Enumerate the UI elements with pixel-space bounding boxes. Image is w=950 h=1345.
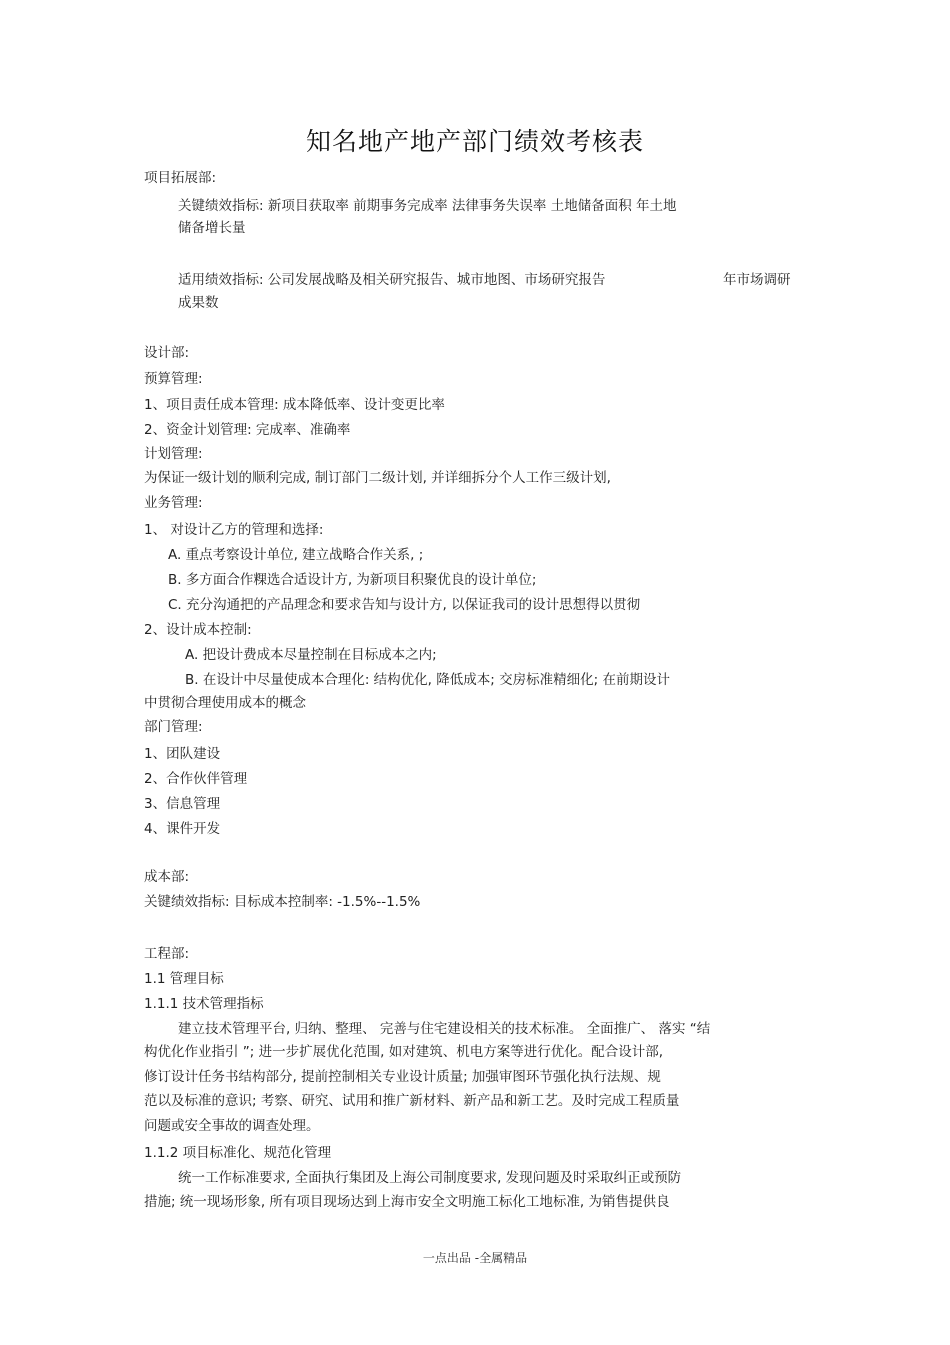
list-item: 2、合作伙伴管理 xyxy=(144,771,248,787)
paragraph: 为保证一级计划的顺利完成, 制订部门二级计划, 并详细拆分个人工作三级计划, xyxy=(144,470,611,486)
page-footer: 一点出品 -全属精品 xyxy=(422,1251,528,1265)
cost-kpi-line: 关键绩效指标: 目标成本控制率: -1.5%--1.5% xyxy=(144,894,421,910)
list-item: A. 重点考察设计单位, 建立战略合作关系, ; xyxy=(168,547,424,563)
list-item: 4、课件开发 xyxy=(144,821,221,837)
paragraph-line: 措施; 统一现场形象, 所有项目现场达到上海市安全文明施工标化工地标准, 为销售提供良 xyxy=(144,1194,670,1210)
subheading-budget: 预算管理: xyxy=(144,371,203,387)
paragraph-line: 统一工作标准要求, 全面执行集团及上海公司制度要求, 发现问题及时采取纠正或预防 xyxy=(178,1170,682,1186)
list-item: B. 在设计中尽量使成本合理化: 结构优化, 降低成本; 交房标准精细化; 在前期设计 xyxy=(185,672,670,688)
list-item: B. 多方面合作粿选合适设计方, 为新项目积聚优良的设计单位; xyxy=(168,572,537,588)
section-heading-cost: 成本部: xyxy=(144,869,190,885)
subheading-1-1-2: 1.1.2 项目标准化、规范化管理 xyxy=(144,1145,332,1161)
paragraph-line: 修订设计任务书结构部分, 提前控制相关专业设计质量; 加强审图环节强化执行法规、规 xyxy=(144,1069,661,1085)
list-item: 1、项目责任成本管理: 成本降低率、设计变更比率 xyxy=(144,397,445,413)
list-item: 2、设计成本控制: xyxy=(144,622,252,638)
list-item: 1、团队建设 xyxy=(144,746,221,762)
paragraph-line: 范以及标准的意识; 考察、研究、试用和推广新材料、新产品和新工艺。及时完成工程质量 xyxy=(144,1093,680,1109)
paragraph-line: 问题或安全事故的调查处理。 xyxy=(144,1118,320,1134)
expansion-applicable-line: 成果数 xyxy=(178,295,219,311)
section-heading-design: 设计部: xyxy=(144,345,190,361)
subheading-dept: 部门管理: xyxy=(144,719,203,735)
paragraph-line: 构优化作业指引 ”; 进一步扩展优化范围, 如对建筑、机电方案等进行优化。配合设计部, xyxy=(144,1044,663,1060)
list-item-continuation: 中贯彻合理使用成本的概念 xyxy=(144,695,306,711)
section-heading-engineering: 工程部: xyxy=(144,946,190,962)
paragraph-line: 建立技术管理平台, 归纳、整理、 完善与住宅建设相关的技术标准。 全面推广、 落实 “结 xyxy=(178,1021,711,1037)
subheading-1-1: 1.1 管理目标 xyxy=(144,971,224,987)
expansion-applicable-line-right: 年市场调研 xyxy=(723,272,791,288)
subheading-1-1-1: 1.1.1 技术管理指标 xyxy=(144,996,264,1012)
section-heading-expansion: 项目拓展部: xyxy=(144,170,217,186)
expansion-applicable-line: 适用绩效指标: 公司发展战略及相关研究报告、城市地图、市场研究报告 xyxy=(178,272,606,288)
subheading-plan: 计划管理: xyxy=(144,446,203,462)
subheading-business: 业务管理: xyxy=(144,495,203,511)
expansion-kpi-line: 储备增长量 xyxy=(178,220,246,236)
document-title: 知名地产地产部门绩效考核表 xyxy=(305,127,644,156)
list-item: C. 充分沟通把的产品理念和要求告知与设计方, 以保证我司的设计思想得以贯彻 xyxy=(168,597,641,613)
list-item: 3、信息管理 xyxy=(144,796,221,812)
list-item: A. 把设计费成本尽量控制在目标成本之内; xyxy=(185,647,437,663)
expansion-kpi-line: 关键绩效指标: 新项目获取率 前期事务完成率 法律事务失误率 土地储备面积 年土地 xyxy=(178,198,677,214)
list-item: 2、资金计划管理: 完成率、准确率 xyxy=(144,422,351,438)
list-item: 1、 对设计乙方的管理和选择: xyxy=(144,522,324,538)
